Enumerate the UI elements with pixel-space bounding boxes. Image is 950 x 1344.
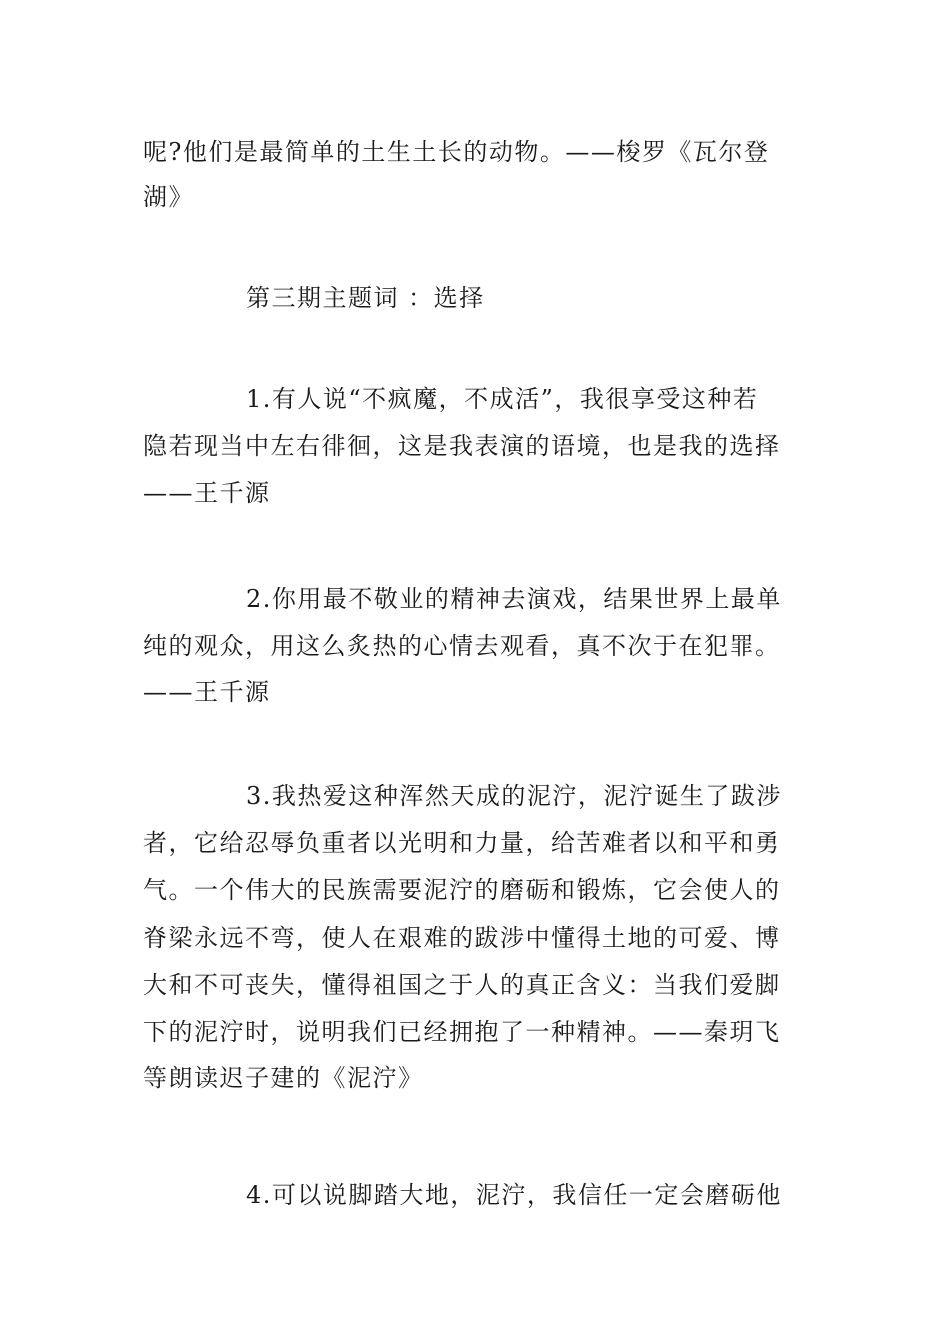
- quote-3-line: 下的泥泞时，说明我们已经拥抱了一种精神。——秦玥飞: [143, 1018, 781, 1046]
- quote-2-line: 2.你用最不敬业的精神去演戏，结果世界上最单: [246, 585, 782, 613]
- quote-3-line: 脊梁永远不弯，使人在艰难的跋涉中懂得土地的可爱、博: [143, 924, 781, 952]
- quote-1-line: 隐若现当中左右徘徊，这是我表演的语境，也是我的选择: [143, 432, 781, 460]
- section-heading: 第三期主题词 ：选择: [246, 284, 485, 312]
- quote-1-attribution: ——王千源: [143, 479, 271, 507]
- quote-2-attribution: ——王千源: [143, 678, 271, 706]
- quote-3-line: 3.我热爱这种浑然天成的泥泞，泥泞诞生了跋涉: [246, 782, 782, 810]
- quote-3-line: 大和不可丧失，懂得祖国之于人的真正含义：当我们爱脚: [143, 971, 781, 999]
- quote-1-line: 1.有人说“不疯魔，不成活”，我很享受这种若: [246, 385, 759, 413]
- quote-3-line: 者，它给忍辱负重者以光明和力量，给苦难者以和平和勇: [143, 829, 781, 857]
- quote-2-line: 纯的观众，用这么炙热的心情去观看，真不次于在犯罪。: [143, 632, 781, 660]
- quote-3-line: 气。一个伟大的民族需要泥泞的磨砺和锻炼，它会使人的: [143, 876, 781, 904]
- paragraph-line: 湖》: [143, 183, 194, 211]
- paragraph-line: 呢?他们是最简单的土生土长的动物。——梭罗《瓦尔登: [143, 138, 770, 166]
- quote-4-line: 4.可以说脚踏大地，泥泞，我信任一定会磨砺他: [246, 1181, 782, 1209]
- quote-3-line: 等朗读迟子建的《泥泞》: [143, 1064, 424, 1092]
